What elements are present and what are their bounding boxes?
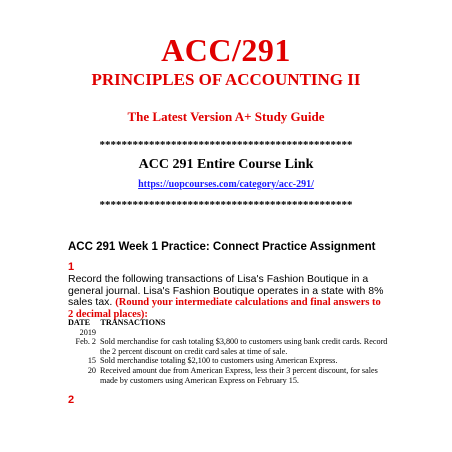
table-header (68, 318, 388, 328)
course-link-url[interactable]: https://uopcourses.com/category/acc-291/ (138, 179, 314, 190)
question-1-body: Record the following transactions of Lisa's Fashion Boutique in a general journal. Lisa's Fashion Boutique operates in a state with 8% sales tax. (68, 273, 384, 308)
transactions-table (68, 318, 388, 385)
transaction-cell: Sold merchandise for cash totaling $3,800 to customers using bank credit cards. Record the 2 percent discount on credit card sales at time of sale. (100, 337, 388, 356)
question-1-instruction: (Round your intermediate calculations and final answers to 2 decimal places): (68, 297, 381, 320)
star-divider-top: ********************************************** (99, 139, 353, 151)
study-guide-tagline: The Latest Version A+ Study Guide (127, 109, 325, 124)
transaction-cell: Received amount due from American Express, less their 3 percent discount, for sales made by customers using American Express on February 15. (100, 365, 378, 385)
date-cell: 15 (87, 356, 96, 366)
header-transactions: TRANSACTIONS (100, 318, 166, 327)
question-number-1: 1 (68, 261, 75, 273)
table-row (68, 356, 388, 366)
date-cell: 20 (87, 365, 96, 375)
table-row (68, 366, 388, 385)
table-year-row (68, 328, 388, 338)
header-date: DATE (68, 318, 91, 327)
week-practice-heading: ACC 291 Week 1 Practice: Connect Practice Assignment (68, 241, 376, 253)
year-cell: 2019 (79, 327, 96, 337)
question-1-text (68, 274, 388, 320)
date-cell: Feb. 2 (75, 337, 96, 347)
course-link-title: ACC 291 Entire Course Link (138, 157, 314, 172)
star-divider-bottom: ********************************************** (99, 199, 353, 211)
document-title: ACC/291 (161, 32, 291, 68)
table-row (68, 337, 388, 356)
transaction-cell: Sold merchandise totaling $2,100 to customers using American Express. (100, 356, 338, 366)
question-number-2: 2 (68, 394, 75, 406)
document-subtitle: PRINCIPLES OF ACCOUNTING II (91, 70, 361, 89)
